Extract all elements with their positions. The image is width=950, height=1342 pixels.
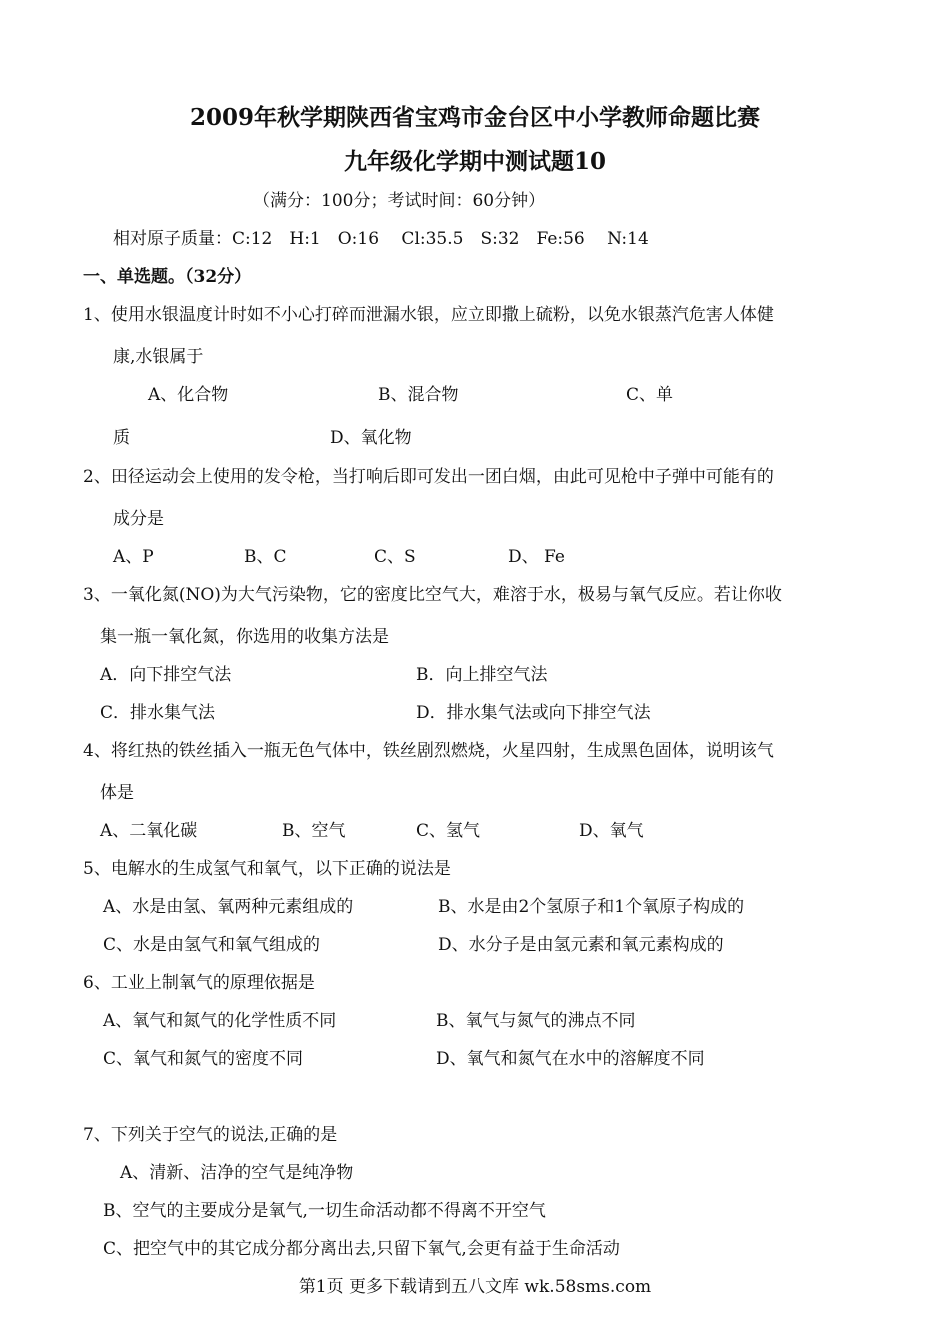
option-d: D、氧化物: [330, 428, 412, 448]
question-stem: 7、下列关于空气的说法,正确的是: [83, 1125, 338, 1145]
question-stem: 1、使用水银温度计时如不小心打碎而泄漏水银，应立即撒上硫粉，以免水银蒸汽危害人体健: [83, 305, 774, 325]
option-d: D、氧气和氮气在水中的溶解度不同: [436, 1049, 705, 1069]
option-d: D、水分子是由氢元素和氧元素构成的: [438, 935, 724, 955]
option-c-cont: 质: [113, 428, 130, 448]
option-a: A、氧气和氮气的化学性质不同: [103, 1011, 337, 1031]
question-stem: 康,水银属于: [113, 347, 204, 367]
question-stem: 成分是: [113, 509, 164, 529]
option-c: C、把空气中的其它成分都分离出去,只留下氧气,会更有益于生命活动: [103, 1239, 620, 1259]
option-c: C、S: [374, 547, 416, 567]
question-stem: 6、工业上制氧气的原理依据是: [83, 973, 315, 993]
option-b: B、空气: [282, 821, 346, 841]
question-stem: 2、田径运动会上使用的发令枪，当打响后即可发出一团白烟，由此可见枪中子弹中可能有的: [83, 467, 774, 487]
section-heading: 一、单选题。（32分）: [83, 267, 252, 287]
question-stem: 5、电解水的生成氢气和氧气，以下正确的说法是: [83, 859, 451, 879]
option-a: A、二氧化碳: [100, 821, 198, 841]
atomic-mass: 相对原子质量：C:12 H:1 O:16 Cl:35.5 S:32 Fe:56 N:14: [113, 229, 649, 249]
page-title-line2: 九年级化学期中测试题10: [343, 148, 606, 175]
option-b: B、C: [244, 547, 287, 567]
question-stem: 集一瓶一氧化氮，你选用的收集方法是: [100, 627, 389, 647]
option-a: A、P: [113, 547, 154, 567]
option-c: C．排水集气法: [100, 703, 216, 723]
option-d: D、 Fe: [508, 547, 565, 567]
page-footer: 第1页 更多下载请到五八文库 wk.58sms.com: [298, 1277, 652, 1297]
option-c: C、水是由氢气和氧气组成的: [103, 935, 321, 955]
question-stem: 3、一氧化氮(NO)为大气污染物，它的密度比空气大，难溶于水，极易与氧气反应。若让你收: [83, 585, 782, 605]
page-title-line1: 2009年秋学期陕西省宝鸡市金台区中小学教师命题比赛: [189, 104, 760, 131]
option-c: C、单: [626, 385, 674, 405]
option-b: B、氧气与氮气的沸点不同: [436, 1011, 636, 1031]
option-c: C、氢气: [416, 821, 481, 841]
option-c: C、氧气和氮气的密度不同: [103, 1049, 304, 1069]
exam-info: （满分：100分；考试时间：60分钟）: [253, 191, 546, 211]
option-a: A、清新、洁净的空气是纯净物: [120, 1163, 354, 1183]
option-d: D．排水集气法或向下排空气法: [416, 703, 651, 723]
option-a: A．向下排空气法: [100, 665, 232, 685]
option-a: A、水是由氢、氧两种元素组成的: [103, 897, 354, 917]
option-d: D、氧气: [579, 821, 644, 841]
question-stem: 体是: [100, 783, 134, 803]
question-stem: 4、将红热的铁丝插入一瓶无色气体中，铁丝剧烈燃烧，火星四射，生成黑色固体，说明该气: [83, 741, 774, 761]
option-b: B、空气的主要成分是氧气,一切生命活动都不得离不开空气: [103, 1201, 546, 1221]
option-b: B、混合物: [378, 385, 459, 405]
option-b: B、水是由2个氢原子和1个氧原子构成的: [438, 897, 745, 917]
option-b: B．向上排空气法: [416, 665, 548, 685]
option-a: A、化合物: [148, 385, 229, 405]
